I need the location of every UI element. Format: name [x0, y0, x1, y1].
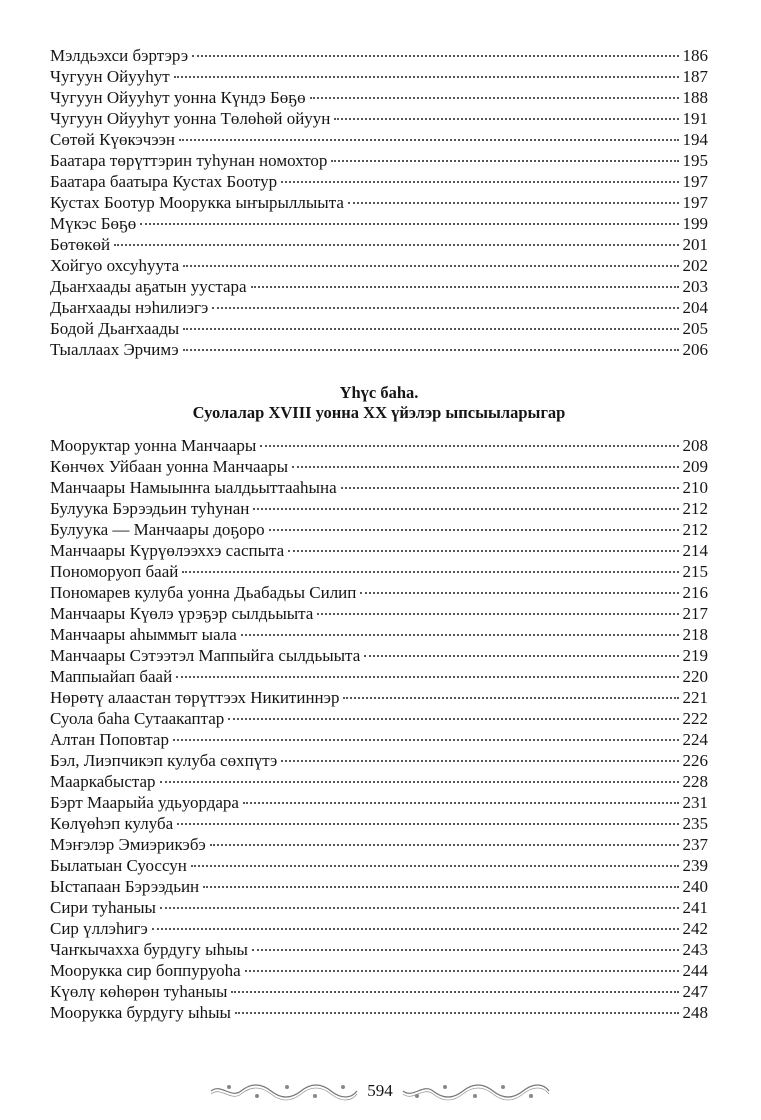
toc-entry-title: Көлүөһэп кулуба — [50, 814, 174, 833]
toc-entry — [50, 456, 708, 477]
toc-entry-page: 241 — [682, 898, 708, 917]
section-heading — [50, 383, 708, 423]
toc-entry-page: 191 — [682, 109, 708, 128]
toc-entry-title: Нөрөтү алаастан төрүттээх Никитиннэр — [50, 688, 340, 707]
table-of-contents — [50, 45, 708, 1023]
toc-entry-page: 199 — [682, 214, 708, 233]
dot-leader — [177, 823, 678, 825]
toc-entry-title: Сир үллэһигэ — [50, 919, 148, 938]
dot-leader — [281, 760, 678, 762]
toc-entry — [50, 318, 708, 339]
dot-leader — [173, 739, 679, 741]
dot-leader — [182, 571, 678, 573]
toc-entry-page: 186 — [682, 46, 708, 65]
toc-entry-page: 215 — [682, 562, 708, 581]
toc-entry-page: 226 — [682, 751, 708, 770]
toc-entry-page: 244 — [682, 961, 708, 980]
dot-leader — [331, 160, 678, 162]
toc-entry-title: Бөтөкөй — [50, 235, 111, 254]
toc-entry-title: Бэрт Маарыйа удьуордара — [50, 793, 239, 812]
toc-entry-title: Баатара баатыра Кустах Боотур — [50, 172, 278, 191]
toc-entry-title: Дьаҥхаады аҕатын уустара — [50, 277, 247, 296]
toc-entry — [50, 750, 708, 771]
toc-entry-title: Мааркабыстар — [50, 772, 156, 791]
dot-leader — [235, 1012, 679, 1014]
toc-entry-page: 247 — [682, 982, 708, 1001]
toc-entry — [50, 813, 708, 834]
dot-leader — [179, 139, 678, 141]
toc-entry-page: 206 — [682, 340, 708, 359]
toc-list-section-1 — [50, 45, 708, 360]
dot-leader — [114, 244, 678, 246]
toc-entry — [50, 435, 708, 456]
toc-entry-title: Моорукка сир боппуруоһа — [50, 961, 241, 980]
toc-entry — [50, 150, 708, 171]
dot-leader — [183, 265, 678, 267]
dot-leader — [174, 76, 679, 78]
toc-entry-page: 197 — [682, 172, 708, 191]
toc-entry-page: 219 — [682, 646, 708, 665]
toc-entry-title: Манчаары аһыммыт ыала — [50, 625, 237, 644]
toc-entry-title: Пономарев кулуба уонна Дьабадьы Силип — [50, 583, 357, 602]
toc-entry — [50, 876, 708, 897]
toc-entry-title: Булуука — Манчаары доҕоро — [50, 520, 265, 539]
dot-leader — [281, 181, 678, 183]
toc-entry-page: 237 — [682, 835, 708, 854]
section-heading-line-2: Суолалар XVIII уонна XX үйэлэр ыпсыыларыгар — [192, 403, 566, 422]
dot-leader — [292, 466, 679, 468]
dot-leader — [160, 907, 679, 909]
dot-leader — [260, 445, 678, 447]
toc-entry-title: Чугуун Ойууһут — [50, 67, 170, 86]
toc-entry-title: Моорукка бурдугу ыһыы — [50, 1003, 231, 1022]
toc-entry-page: 203 — [682, 277, 708, 296]
toc-entry-page: 208 — [682, 436, 708, 455]
toc-entry-title: Тыаллаах Эрчимэ — [50, 340, 179, 359]
dot-leader — [251, 286, 679, 288]
section-heading-line-1: Үһүс баһа. — [339, 383, 419, 402]
page-number: 594 — [367, 1081, 393, 1100]
dot-leader — [140, 223, 678, 225]
toc-entry-page: 239 — [682, 856, 708, 875]
left-ornament-icon — [209, 1081, 359, 1101]
toc-entry-page: 216 — [682, 583, 708, 602]
toc-entry-page: 197 — [682, 193, 708, 212]
dot-leader — [317, 613, 678, 615]
toc-entry-title: Алтан Поповтар — [50, 730, 169, 749]
toc-entry — [50, 603, 708, 624]
toc-entry — [50, 477, 708, 498]
dot-leader — [191, 865, 679, 867]
toc-entry-page: 188 — [682, 88, 708, 107]
dot-leader — [243, 802, 679, 804]
toc-entry-title: Күөлү көһөрөн туһаныы — [50, 982, 228, 1001]
toc-entry-title: Маппыайап баай — [50, 667, 173, 686]
toc-entry — [50, 666, 708, 687]
toc-entry-title: Суола баһа Сутаакаптар — [50, 709, 225, 728]
dot-leader — [212, 307, 678, 309]
toc-entry — [50, 498, 708, 519]
toc-entry — [50, 939, 708, 960]
toc-entry-page: 217 — [682, 604, 708, 623]
toc-entry-page: 231 — [682, 793, 708, 812]
toc-entry — [50, 129, 708, 150]
toc-entry-title: Бэл, Лиэпчикэп кулуба сөхпүтэ — [50, 751, 278, 770]
toc-entry-title: Манчаары Күөлэ үрэҕэр сылдьыыта — [50, 604, 314, 623]
toc-entry — [50, 234, 708, 255]
toc-entry — [50, 645, 708, 666]
toc-entry-page: 212 — [682, 520, 708, 539]
toc-entry-page: 194 — [682, 130, 708, 149]
page-footer — [190, 1078, 570, 1104]
toc-entry — [50, 87, 708, 108]
dot-leader — [176, 676, 678, 678]
toc-entry-page: 212 — [682, 499, 708, 518]
dot-leader — [231, 991, 678, 993]
toc-entry-page: 209 — [682, 457, 708, 476]
toc-entry — [50, 192, 708, 213]
toc-entry-title: Көнчөх Уйбаан уонна Манчаары — [50, 457, 288, 476]
toc-entry-page: 214 — [682, 541, 708, 560]
toc-entry — [50, 855, 708, 876]
toc-entry-page: 187 — [682, 67, 708, 86]
dot-leader — [310, 97, 679, 99]
dot-leader — [269, 529, 679, 531]
dot-leader — [203, 886, 678, 888]
toc-entry — [50, 276, 708, 297]
right-ornament-icon — [401, 1081, 551, 1101]
toc-entry-page: 248 — [682, 1003, 708, 1022]
toc-entry-page: 235 — [682, 814, 708, 833]
dot-leader — [364, 655, 678, 657]
toc-entry — [50, 1002, 708, 1023]
toc-entry — [50, 561, 708, 582]
toc-entry — [50, 918, 708, 939]
toc-entry — [50, 792, 708, 813]
toc-entry-page: 224 — [682, 730, 708, 749]
dot-leader — [228, 718, 678, 720]
toc-entry — [50, 624, 708, 645]
toc-list-section-2 — [50, 435, 708, 1023]
toc-entry-title: Мэҥэлэр Эмиэрикэбэ — [50, 835, 206, 854]
dot-leader — [348, 202, 679, 204]
dot-leader — [360, 592, 678, 594]
dot-leader — [334, 118, 678, 120]
toc-entry-page: 204 — [682, 298, 708, 317]
toc-entry-page: 210 — [682, 478, 708, 497]
dot-leader — [288, 550, 678, 552]
toc-entry-page: 228 — [682, 772, 708, 791]
toc-entry-title: Баатара төрүттэрин туһунан номохтор — [50, 151, 328, 170]
toc-entry-title: Мүкэс Бөҕө — [50, 214, 137, 233]
dot-leader — [160, 781, 679, 783]
toc-entry-title: Пономоруоп баай — [50, 562, 179, 581]
toc-entry — [50, 519, 708, 540]
dot-leader — [183, 349, 679, 351]
toc-entry-title: Сири туһаныы — [50, 898, 156, 917]
toc-entry-page: 222 — [682, 709, 708, 728]
toc-entry-page: 220 — [682, 667, 708, 686]
dot-leader — [245, 970, 679, 972]
toc-entry — [50, 66, 708, 87]
toc-entry — [50, 981, 708, 1002]
toc-entry-page: 242 — [682, 919, 708, 938]
toc-entry-title: Сөтөй Күөкэчээн — [50, 130, 176, 149]
toc-entry — [50, 171, 708, 192]
toc-entry-title: Былатыан Суоссун — [50, 856, 187, 875]
dot-leader — [341, 487, 679, 489]
toc-entry-title: Манчаары Күрүөлээххэ саспыта — [50, 541, 285, 560]
toc-entry-page: 195 — [682, 151, 708, 170]
toc-entry-page: 221 — [682, 688, 708, 707]
toc-entry-page: 243 — [682, 940, 708, 959]
toc-entry-page: 205 — [682, 319, 708, 338]
dot-leader — [152, 928, 679, 930]
toc-entry — [50, 45, 708, 66]
toc-entry — [50, 960, 708, 981]
toc-entry-title: Чугуун Ойууһут уонна Күндэ Бөҕө — [50, 88, 306, 107]
toc-entry-title: Чугуун Ойууһут уонна Төлөһөй ойуун — [50, 109, 331, 128]
toc-entry — [50, 582, 708, 603]
toc-entry-title: Манчаары Намыынҥа ыалдьыттааһына — [50, 478, 337, 497]
toc-entry — [50, 687, 708, 708]
dot-leader — [210, 844, 679, 846]
toc-entry — [50, 339, 708, 360]
dot-leader — [252, 949, 679, 951]
toc-entry-page: 240 — [682, 877, 708, 896]
toc-entry-title: Дьаҥхаады нэһилиэгэ — [50, 298, 209, 317]
dot-leader — [192, 55, 678, 57]
toc-entry-title: Хойгуо охсуһуута — [50, 256, 180, 275]
toc-entry — [50, 834, 708, 855]
toc-entry-page: 218 — [682, 625, 708, 644]
toc-entry-title: Бодой Дьаҥхаады — [50, 319, 180, 338]
toc-entry — [50, 708, 708, 729]
toc-entry — [50, 771, 708, 792]
toc-entry-title: Мооруктар уонна Манчаары — [50, 436, 257, 455]
toc-entry-page: 202 — [682, 256, 708, 275]
toc-entry-title: Ыстапаан Бэрээдьин — [50, 877, 200, 896]
toc-entry — [50, 729, 708, 750]
toc-entry — [50, 213, 708, 234]
toc-entry — [50, 897, 708, 918]
toc-entry — [50, 255, 708, 276]
dot-leader — [241, 634, 679, 636]
dot-leader — [183, 328, 678, 330]
toc-entry-title: Манчаары Сэтээтэл Маппыйга сылдьыыта — [50, 646, 361, 665]
toc-entry-title: Булуука Бэрээдьин туһунан — [50, 499, 250, 518]
toc-entry — [50, 108, 708, 129]
toc-entry — [50, 297, 708, 318]
dot-leader — [253, 508, 678, 510]
toc-entry — [50, 540, 708, 561]
toc-entry-title: Кустах Боотур Моорукка ыҥырыллыыта — [50, 193, 344, 212]
toc-entry-title: Мэлдьэхси бэртэрэ — [50, 46, 189, 65]
toc-entry-title: Чаҥкычахха бурдугу ыһыы — [50, 940, 248, 959]
toc-entry-page: 201 — [682, 235, 708, 254]
dot-leader — [343, 697, 678, 699]
